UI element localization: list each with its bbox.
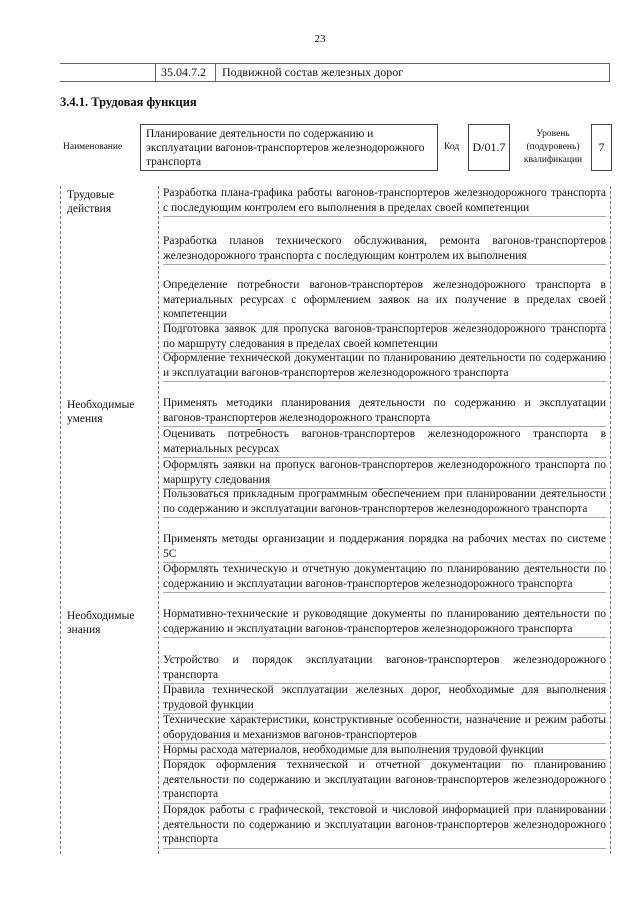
section-title-labor-actions: Трудовые действия	[67, 189, 115, 215]
function-name-label: Наименование	[63, 142, 123, 152]
function-name-box	[140, 124, 438, 171]
labor-action-item: Оформление технической документации по планированию деятельности по содержанию и эксплуатации вагонов-транспортеров железнодорожного транспорта	[163, 351, 606, 382]
knowledge-item: Порядок оформления технической и отчетной документации по планированию деятельности по содержанию и эксплуатации вагонов-транспортеров железнодорожного транспорта	[163, 758, 606, 804]
skill-item: Применять методики планирования деятельности по содержанию и эксплуатации вагонов-транспортеров железнодорожного транспорта	[163, 396, 606, 427]
section-title: 3.4.1. Трудовая функция	[60, 95, 197, 109]
function-code-label: Код	[444, 142, 460, 152]
occupation-code: 35.04.7.2	[161, 65, 206, 79]
skill-item: Применять методы организации и поддержания порядка на рабочих местах по системе 5С	[163, 532, 606, 563]
skill-item: Оформлять заявки на пропуск вагонов-транспортеров железнодорожного транспорта по маршруту следования	[163, 458, 606, 489]
page-number: 23	[314, 33, 326, 45]
section-title-required-knowledge: Необходимые знания	[67, 610, 135, 636]
labor-action-item: Подготовка заявок для пропуска вагонов-транспортеров железнодорожного транспорта по маршруту следования в пределах своей компетенции	[163, 322, 606, 353]
qualification-level-box	[591, 124, 612, 171]
occupation-code-row	[60, 63, 610, 82]
skill-item: Оформлять техническую и отчетную документацию по планированию деятельности по содержанию и эксплуатации вагонов-транспортеров железнодорожного транспорта	[163, 562, 606, 593]
occupation-name: Подвижной состав железных дорог	[222, 65, 404, 79]
labor-action-item: Разработка планов технического обслуживания, ремонта вагонов-транспортеров железнодорожного транспорта с последующим контролем их выполнения	[163, 234, 606, 265]
qualification-level-label: Уровень (подуровень) квалификации	[523, 129, 583, 165]
skill-item: Оценивать потребность вагонов-транспортеров железнодорожного транспорта в материальных ресурсах	[163, 427, 606, 458]
knowledge-item: Нормы расхода материалов, необходимые для выполнения трудовой функции	[163, 743, 606, 760]
section-title-required-skills: Необходимые умения	[67, 399, 135, 425]
labor-action-item: Определение потребности вагонов-транспортеров железнодорожного транспорта в материальных ресурсах с оформлением заявок на их получение в пределах своей компетенции	[163, 278, 606, 324]
knowledge-item: Порядок работы с графической, текстовой и числовой информацией при планировании деятельности по содержанию и эксплуатации вагонов-транспортеров железнодорожного транспорта	[163, 803, 606, 849]
skill-item: Пользоваться прикладным программным обеспечением при планировании деятельности по содержанию и эксплуатации вагонов-транспортеров железнодорожного транспорта	[163, 487, 606, 518]
knowledge-item: Технические характеристики, конструктивные особенности, назначение и режим работы оборудования и механизмов вагонов-транспортеров	[163, 713, 606, 744]
function-code-box	[468, 124, 510, 171]
function-name: Планирование деятельности по содержанию и эксплуатации вагонов-транспортеров железнодорожного транспорта	[146, 128, 425, 168]
knowledge-item: Нормативно-технические и руководящие документы по планированию деятельности по содержанию и эксплуатации вагонов-транспортеров железнодорожного транспорта	[163, 607, 606, 638]
knowledge-item: Устройство и порядок эксплуатации вагонов-транспортеров железнодорожного транспорта	[163, 653, 606, 684]
labor-action-item: Разработка плана-графика работы вагонов-транспортеров железнодорожного транспорта с последующим контролем его выполнения в пределах своей компетенции	[163, 186, 606, 217]
knowledge-item: Правила технической эксплуатации железных дорог, необходимые для выполнения трудовой функции	[163, 683, 606, 714]
qualification-level: 7	[598, 140, 605, 154]
function-code: D/01.7	[472, 140, 506, 154]
